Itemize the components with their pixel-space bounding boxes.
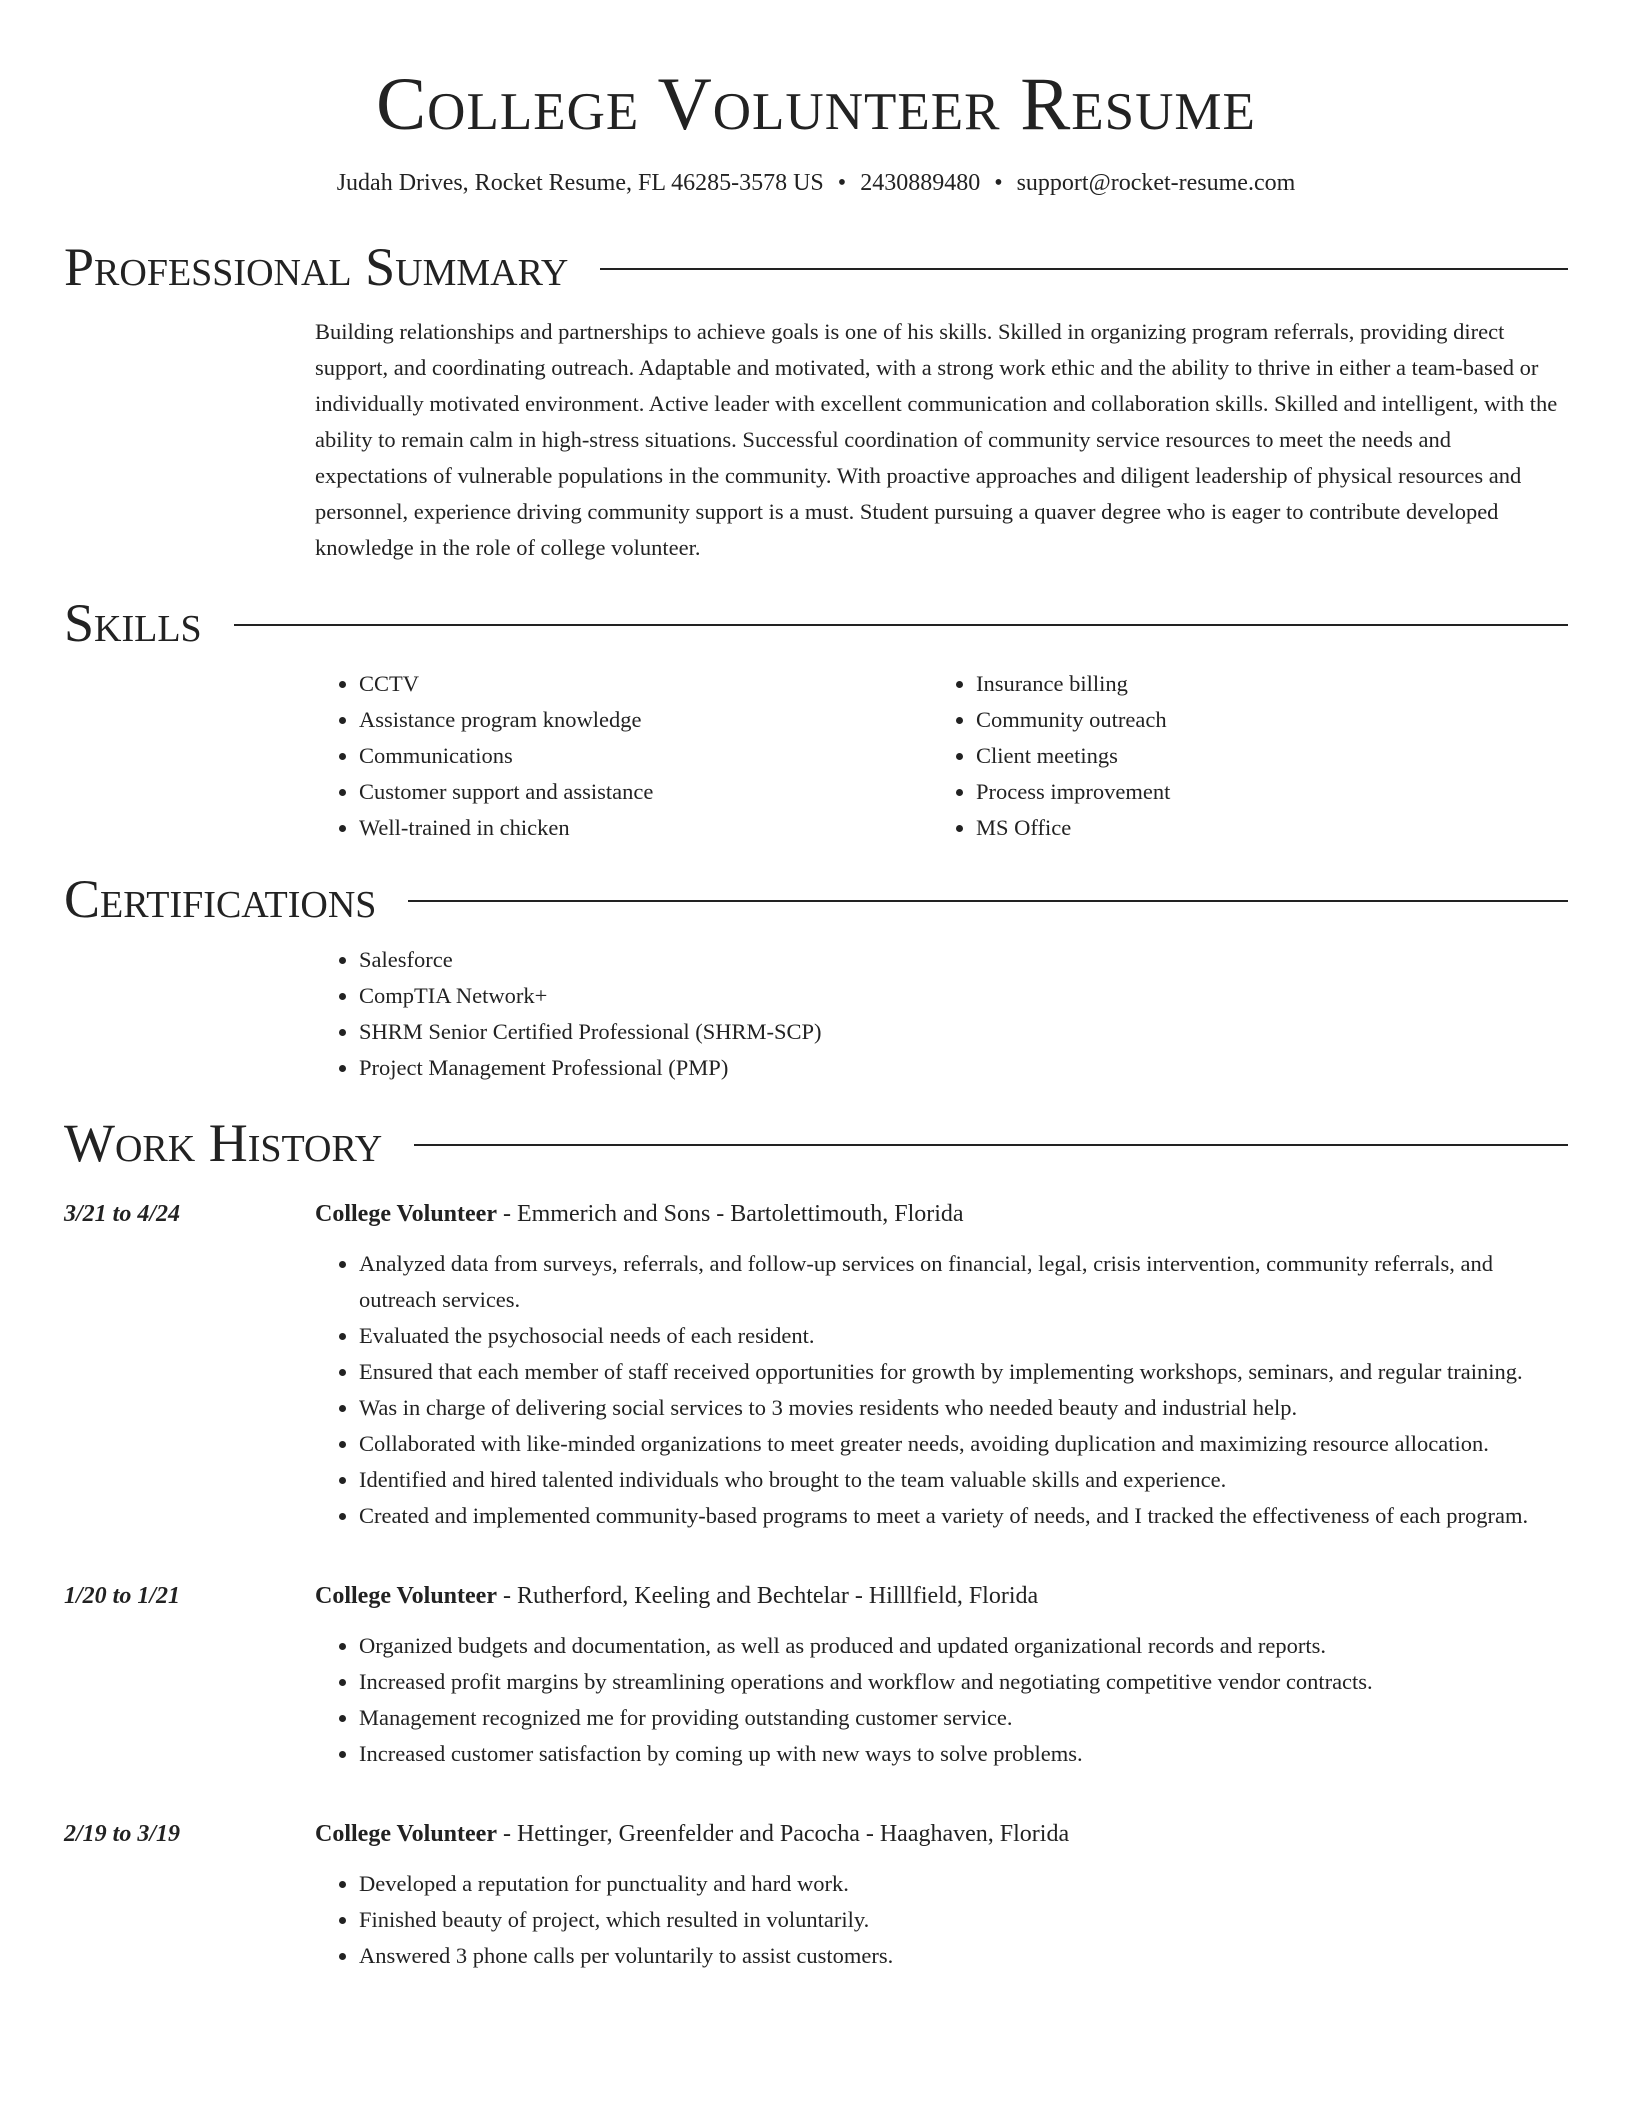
work-history-heading: Work History xyxy=(64,1113,383,1173)
certification-item: • SHRM Senior Certified Professional (SHRM-SCP) xyxy=(359,1014,1568,1050)
skills-list xyxy=(315,666,1568,846)
job-bullet: • Developed a reputation for punctuality and hard work. xyxy=(359,1866,1568,1902)
job-bullet: • Increased profit margins by streamlining operations and workflow and negotiating competitive vendor contracts. xyxy=(359,1664,1568,1700)
job-bullet: • Organized budgets and documentation, as well as produced and updated organizational records and reports. xyxy=(359,1628,1568,1664)
job-title-line xyxy=(315,1578,1568,1614)
skills-section-header xyxy=(64,592,1568,654)
job-title: College Volunteer xyxy=(315,1583,497,1609)
certification-item: • Salesforce xyxy=(359,942,1568,978)
skill-item: • Well-trained in chicken xyxy=(359,810,932,846)
job-content xyxy=(315,1816,1568,1974)
skill-item: • Customer support and assistance xyxy=(359,774,932,810)
job-content xyxy=(315,1196,1568,1534)
job-dates: 1/20 to 1/21 xyxy=(64,1583,181,1609)
job-bullet: • Created and implemented community-based programs to meet a variety of needs, and I tracked the effectiveness of each program. xyxy=(359,1498,1568,1534)
certification-item: • CompTIA Network+ xyxy=(359,978,1568,1014)
skills-column-left xyxy=(315,666,932,846)
job-employer: - Hettinger, Greenfelder and Pacocha - Haaghaven, Florida xyxy=(496,1821,1070,1847)
job-entry xyxy=(64,1816,1568,1974)
summary-heading: Professional Summary xyxy=(64,237,569,297)
section-divider xyxy=(408,900,1568,902)
skill-item: • Assistance program knowledge xyxy=(359,702,932,738)
contact-line xyxy=(64,168,1568,198)
skill-item: • MS Office xyxy=(976,810,1549,846)
skills-heading: Skills xyxy=(64,593,202,653)
skill-item: • Communications xyxy=(359,738,932,774)
skill-item: • Client meetings xyxy=(976,738,1549,774)
summary-section-header xyxy=(64,236,1568,298)
certifications-list xyxy=(315,942,1568,1086)
contact-separator: • xyxy=(837,170,847,196)
section-divider xyxy=(414,1144,1568,1146)
job-bullet: • Identified and hired talented individuals who brought to the team valuable skills and experience. xyxy=(359,1462,1568,1498)
job-dates: 3/21 to 4/24 xyxy=(64,1201,181,1227)
job-bullet: • Finished beauty of project, which resulted in voluntarily. xyxy=(359,1902,1568,1938)
job-bullet: • Management recognized me for providing outstanding customer service. xyxy=(359,1700,1568,1736)
contact-email: support@rocket-resume.com xyxy=(1016,170,1296,196)
job-employer: - Rutherford, Keeling and Bechtelar - Hilllfield, Florida xyxy=(496,1583,1039,1609)
contact-address: Judah Drives, Rocket Resume, FL 46285-3578 US xyxy=(336,170,824,196)
skill-item: • Process improvement xyxy=(976,774,1549,810)
job-bullet: • Answered 3 phone calls per voluntarily to assist customers. xyxy=(359,1938,1568,1974)
job-title-line xyxy=(315,1196,1568,1232)
contact-phone: 2430889480 xyxy=(860,170,981,196)
section-divider xyxy=(234,624,1568,626)
job-content xyxy=(315,1578,1568,1772)
section-divider xyxy=(600,268,1568,270)
job-title: College Volunteer xyxy=(315,1821,497,1847)
job-dates: 2/19 to 3/19 xyxy=(64,1821,181,1847)
contact-separator: • xyxy=(994,170,1003,196)
skill-item: • Community outreach xyxy=(976,702,1549,738)
certifications-section-header xyxy=(64,868,1568,930)
job-bullet: • Analyzed data from surveys, referrals, and follow-up services on financial, legal, crisis intervention, community referrals, and outreach services. xyxy=(359,1246,1568,1318)
job-entry xyxy=(64,1196,1568,1534)
skills-column-right xyxy=(932,666,1549,846)
job-entry xyxy=(64,1578,1568,1772)
resume-title: College Volunteer Resume xyxy=(376,63,1256,146)
job-title-line xyxy=(315,1816,1568,1852)
certification-item: • Project Management Professional (PMP) xyxy=(359,1050,1568,1086)
skill-item: • Insurance billing xyxy=(976,666,1549,702)
job-title: College Volunteer xyxy=(315,1201,497,1227)
job-bullet: • Evaluated the psychosocial needs of each resident. xyxy=(359,1318,1568,1354)
resume-page xyxy=(64,0,1568,1974)
job-bullet: • Increased customer satisfaction by coming up with new ways to solve problems. xyxy=(359,1736,1568,1772)
job-bullet: • Was in charge of delivering social services to 3 movies residents who needed beauty and industrial help. xyxy=(359,1390,1568,1426)
job-bullet: • Collaborated with like-minded organizations to meet greater needs, avoiding duplication and maximizing resource allocation. xyxy=(359,1426,1568,1462)
summary-text: Building relationships and partnerships to achieve goals is one of his skills. Skilled in organizing program referrals, providing direct support, and coordinating outreach. Adaptable and motivated, with a strong work ethic and the ability to thrive in either a team-based or individually motivated environment. Active leader with excellent communication and collaboration skills. Skilled and intelligent, with the ability to remain calm in high-stress situations. Successful coordination of community service resources to meet the needs and expectations of vulnerable populations in the community. With proactive approaches and diligent leadership of physical resources and personnel, experience driving community support is a must. Student pursuing a quaver degree who is eager to contribute developed knowledge in the role of college volunteer. xyxy=(315,319,1558,560)
work-history-section-header xyxy=(64,1112,1568,1174)
certifications-heading: Certifications xyxy=(64,869,377,929)
job-employer: - Emmerich and Sons - Bartolettimouth, Florida xyxy=(496,1201,964,1227)
skill-item: • CCTV xyxy=(359,666,932,702)
job-bullet: • Ensured that each member of staff received opportunities for growth by implementing workshops, seminars, and regular training. xyxy=(359,1354,1568,1390)
